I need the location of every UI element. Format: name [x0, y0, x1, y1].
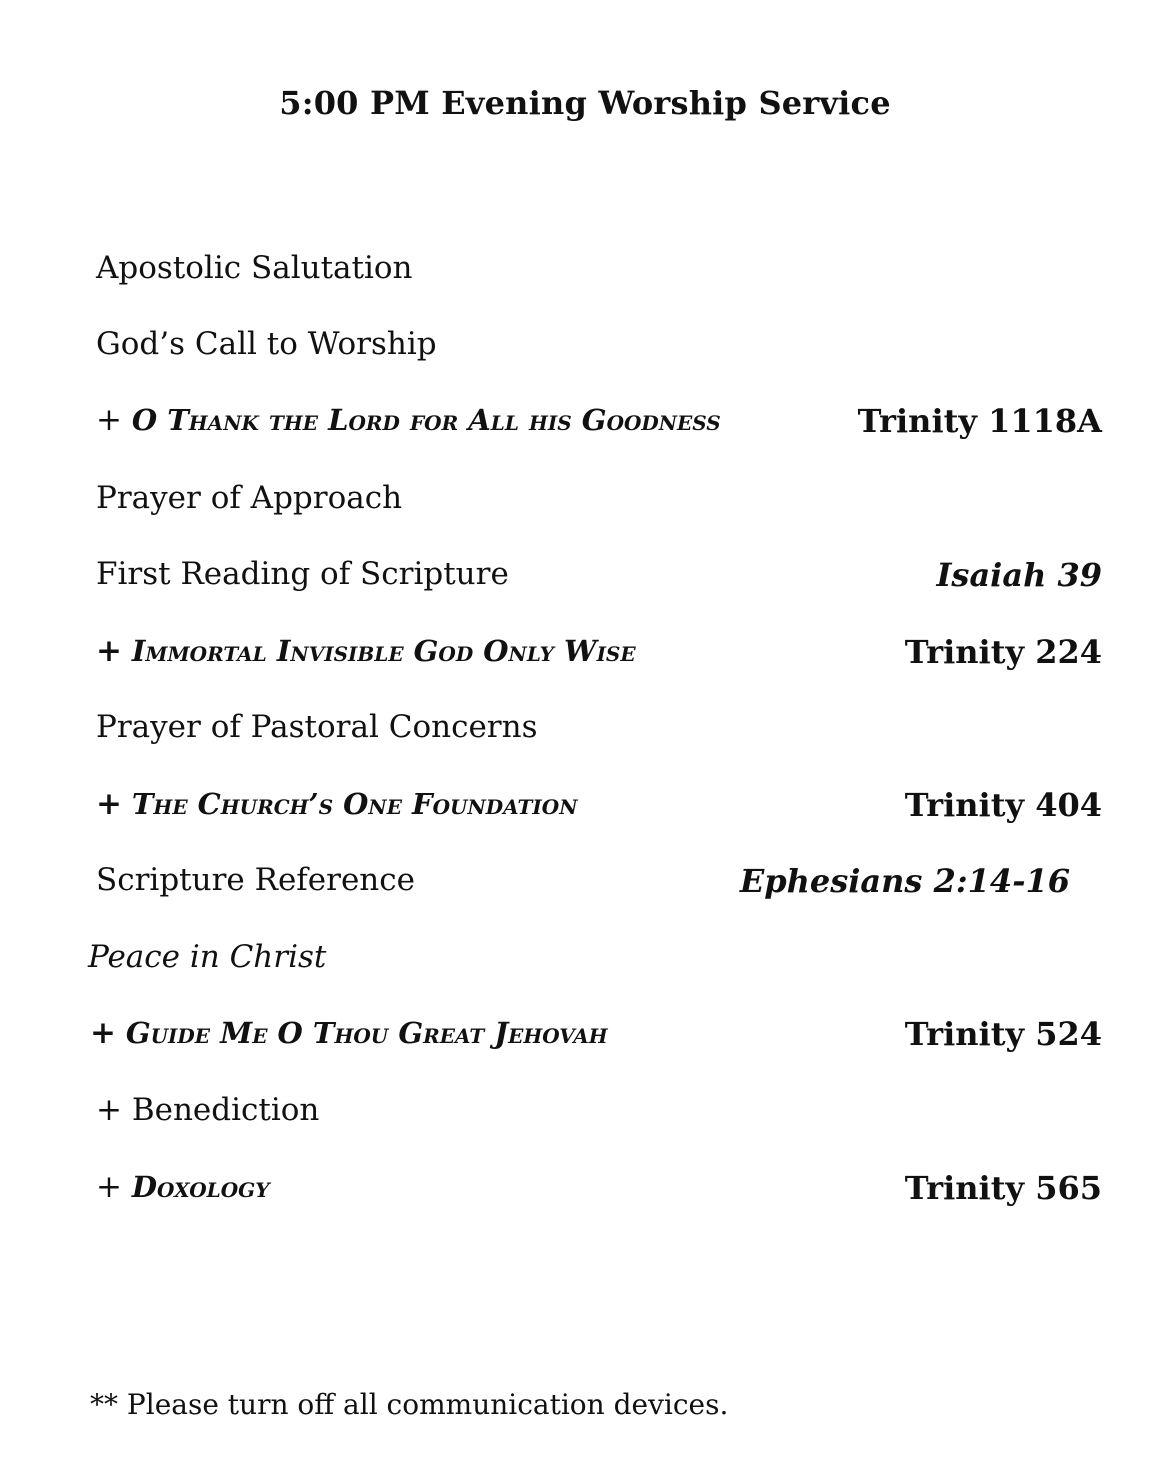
hymn-title: The Church’s One Foundation	[131, 787, 578, 821]
hymn-number: Trinity 1118A	[857, 402, 1102, 440]
plus-mark: +	[90, 1015, 116, 1051]
hymn-line	[96, 1169, 270, 1205]
hymn-item	[0, 1169, 1170, 1213]
hymn-title: Immortal Invisible God Only Wise	[131, 634, 636, 668]
reading-item	[0, 556, 1170, 600]
order-item	[0, 480, 1170, 524]
item-label: Prayer of Pastoral Concerns	[96, 709, 538, 745]
order-item	[0, 326, 1170, 370]
hymn-title: Guide Me O Thou Great Jehovah	[125, 1016, 608, 1050]
hymn-line	[96, 786, 577, 822]
hymn-line	[90, 1015, 608, 1051]
item-label: Apostolic Salutation	[96, 250, 413, 286]
hymn-number: Trinity 404	[904, 786, 1102, 824]
footer-note: ** Please turn off all communication devices.	[90, 1388, 729, 1421]
hymn-number: Trinity 565	[904, 1169, 1102, 1207]
reading-item	[0, 862, 1170, 906]
hymn-number: Trinity 224	[904, 633, 1102, 671]
item-label: + Benediction	[96, 1092, 320, 1128]
hymn-line	[96, 633, 636, 669]
hymn-item	[0, 633, 1170, 677]
scripture-reference: Ephesians 2:14-16	[739, 862, 1070, 900]
hymn-title: Doxology	[131, 1170, 270, 1204]
item-label: First Reading of Scripture	[96, 556, 509, 592]
plus-mark: +	[96, 633, 122, 669]
item-label: Scripture Reference	[96, 862, 415, 898]
item-label: God’s Call to Worship	[96, 326, 437, 362]
hymn-item	[0, 402, 1170, 446]
sermon-title-item	[0, 939, 1170, 983]
order-item	[0, 1092, 1170, 1136]
hymn-line	[96, 402, 721, 438]
item-label: Prayer of Approach	[96, 480, 403, 516]
hymn-number: Trinity 524	[904, 1015, 1102, 1053]
plus-mark: +	[96, 1169, 122, 1205]
hymn-title: O Thank the Lord for All his Goodness	[131, 403, 721, 437]
hymn-item	[0, 1015, 1170, 1059]
sermon-title: Peace in Christ	[88, 939, 327, 975]
order-item	[0, 709, 1170, 753]
scripture-reference: Isaiah 39	[936, 556, 1102, 594]
page-title: 5:00 PM Evening Worship Service	[279, 84, 891, 122]
order-item	[0, 250, 1170, 294]
hymn-item	[0, 786, 1170, 830]
plus-mark: +	[96, 402, 122, 438]
plus-mark: +	[96, 786, 122, 822]
